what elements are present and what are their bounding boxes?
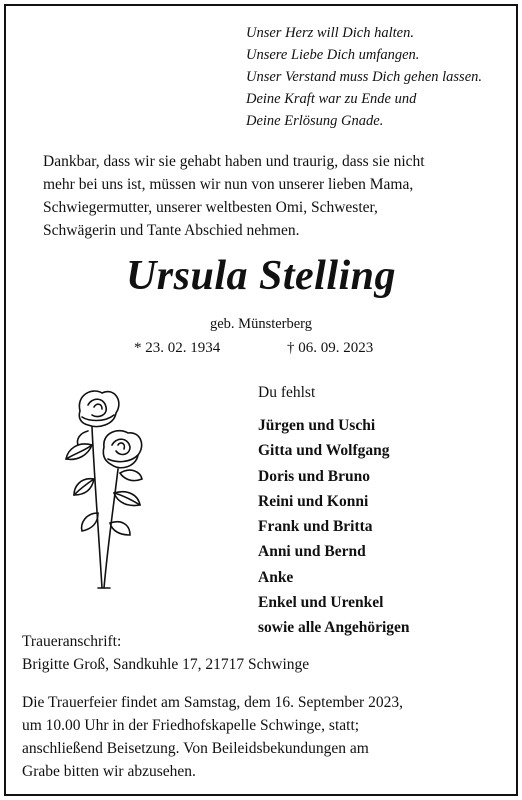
mourners-list xyxy=(258,413,410,641)
intro-line: Schwägerin und Tante Abschied nehmen. xyxy=(43,222,300,239)
mourner: Reini und Konni xyxy=(258,492,369,510)
deceased-name: Ursula Stelling xyxy=(125,253,397,299)
address-line: Brigitte Groß, Sandkuhle 17, 21717 Schwinge xyxy=(22,656,310,673)
mourner: Doris und Bruno xyxy=(258,467,370,485)
poem-line: Unsere Liebe Dich umfangen. xyxy=(246,47,420,63)
intro-line: Schwiegermutter, unserer weltbesten Omi, Schwester, xyxy=(43,199,378,216)
poem-line: Unser Herz will Dich halten. xyxy=(246,25,414,41)
address-heading: Traueranschrift: xyxy=(22,633,122,650)
death-date: † 06. 09. 2023 xyxy=(287,340,374,356)
mourner: Gitta und Wolfgang xyxy=(258,442,390,460)
service-line: anschließend Beisetzung. Von Beileidsbekundungen am xyxy=(22,740,369,757)
mourner: Anke xyxy=(258,568,294,586)
mourner: sowie alle Angehörigen xyxy=(258,619,410,637)
mourners-intro: Du fehlst xyxy=(258,384,316,401)
poem-line: Unser Verstand muss Dich gehen lassen. xyxy=(246,69,483,85)
poem-line: Deine Erlösung Gnade. xyxy=(246,113,384,129)
service-line: um 10.00 Uhr in der Friedhofskapelle Schwinge, statt; xyxy=(22,717,360,734)
poem xyxy=(246,22,482,132)
intro-text xyxy=(43,150,483,242)
mourner: Jürgen und Uschi xyxy=(258,417,376,434)
mourner: Anni und Bernd xyxy=(258,543,366,561)
intro-line: mehr bei uns ist, müssen wir nun von unserer lieben Mama, xyxy=(43,176,414,193)
mourner: Frank und Britta xyxy=(258,518,373,536)
roses-icon xyxy=(58,383,158,595)
service-line: Die Trauerfeier findet am Samstag, dem 16. September 2023, xyxy=(22,694,403,711)
birth-date: * 23. 02. 1934 xyxy=(134,340,221,356)
service-info xyxy=(22,691,403,783)
poem-line: Deine Kraft war zu Ende und xyxy=(246,91,417,107)
intro-line: Dankbar, dass wir sie gehabt haben und traurig, dass sie nicht xyxy=(43,153,425,170)
birth-name: geb. Münsterberg xyxy=(209,316,313,332)
mourner: Enkel und Urenkel xyxy=(258,594,384,612)
service-line: Grabe bitten wir abzusehen. xyxy=(22,763,196,780)
